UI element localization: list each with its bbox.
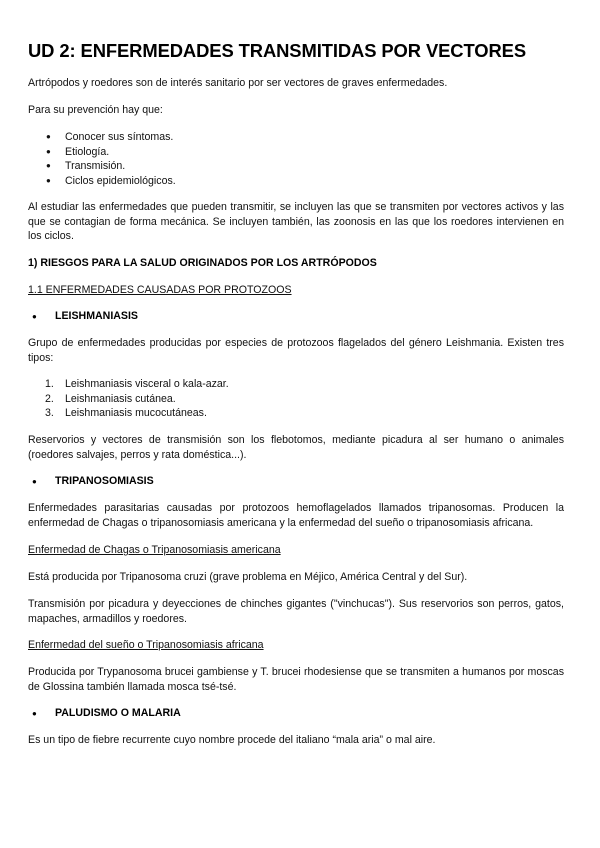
scope-paragraph: Al estudiar las enfermedades que pueden transmitir, se incluyen las que se transmiten por vectores activos y las que se contagian de forma mecánica. Se incluyen también, las zoonosis en las que los roedores intervienen en los ciclos. bbox=[28, 201, 564, 242]
section-heading-1: 1) RIESGOS PARA LA SALUD ORIGINADOS POR LOS ARTRÓPODOS bbox=[28, 257, 377, 269]
leishmaniasis-description: Grupo de enfermedades producidas por especies de protozoos flagelados del género Leishmania. Existen tres tipos: bbox=[28, 337, 564, 364]
malaria-heading: ● PALUDISMO O MALARIA bbox=[28, 706, 564, 722]
sleeping-sickness-heading: Enfermedad del sueño o Tripanosomiasis africana bbox=[28, 639, 264, 651]
bullet-icon: ● bbox=[46, 161, 51, 170]
chagas-transmission: Transmisión por picadura y deyecciones de chinches gigantes ("vinchucas"). Sus reservorios son perros, gatos, mapaches, armadillos y roedores. bbox=[28, 598, 564, 625]
prevention-list bbox=[28, 130, 564, 188]
bullet-icon: ● bbox=[32, 477, 37, 486]
chagas-cause: Está producida por Tripanosoma cruzi (grave problema en Méjico, América Central y del Sur). bbox=[28, 571, 468, 583]
chagas-heading: Enfermedad de Chagas o Tripanosomiasis americana bbox=[28, 544, 281, 556]
leishmaniasis-reservoirs: Reservorios y vectores de transmisión son los flebotomos, mediante picadura al ser humano o animales (roedores salvajes, perros y rata doméstica...). bbox=[28, 434, 564, 461]
leishmaniasis-heading: ● LEISHMANIASIS bbox=[28, 309, 564, 325]
sleeping-sickness-cause: Producida por Trypanosoma brucei gambiense y T. brucei rhodesiense que se transmiten a humanos por moscas de Glossina también llamada mosca tsé-tsé. bbox=[28, 666, 564, 693]
list-item: ● Ciclos epidemiológicos. bbox=[46, 174, 176, 187]
bullet-icon: ● bbox=[46, 146, 51, 156]
list-item: 2. Leishmaniasis cutánea. bbox=[45, 392, 176, 405]
intro-paragraph: Artrópodos y roedores son de interés sanitario por ser vectores de graves enfermedades. bbox=[28, 77, 448, 89]
list-item: ● Conocer sus síntomas. bbox=[46, 131, 174, 143]
bullet-icon: ● bbox=[46, 175, 51, 185]
subsection-heading-1-1: 1.1 ENFERMEDADES CAUSADAS POR PROTOZOOS bbox=[28, 284, 292, 296]
list-item: 3. Leishmaniasis mucocutáneas. bbox=[45, 407, 207, 419]
malaria-description: Es un tipo de fiebre recurrente cuyo nombre procede del italiano “mala aria” o mal aire. bbox=[28, 734, 436, 746]
tripanosomiasis-heading: ● TRIPANOSOMIASIS bbox=[28, 474, 564, 490]
document-title: UD 2: ENFERMEDADES TRANSMITIDAS POR VECTORES bbox=[28, 40, 526, 61]
bullet-icon: ● bbox=[32, 709, 37, 718]
prevention-lead: Para su prevención hay que: bbox=[28, 104, 163, 116]
list-item: ● Etiología. bbox=[46, 145, 110, 158]
leishmaniasis-types-list bbox=[28, 377, 564, 421]
list-item: 1. Leishmaniasis visceral o kala-azar. bbox=[45, 378, 229, 390]
bullet-icon: ● bbox=[32, 312, 37, 321]
list-item: ● Transmisión. bbox=[46, 160, 126, 172]
bullet-icon: ● bbox=[46, 132, 51, 141]
tripanosomiasis-description: Enfermedades parasitarias causadas por protozoos hemoflagelados llamados tripanosomas. Producen la enfermedad de Chagas o tripanosomiasis americana y la enfermedad del sueño o tripanosomiasis africana. bbox=[28, 502, 564, 529]
